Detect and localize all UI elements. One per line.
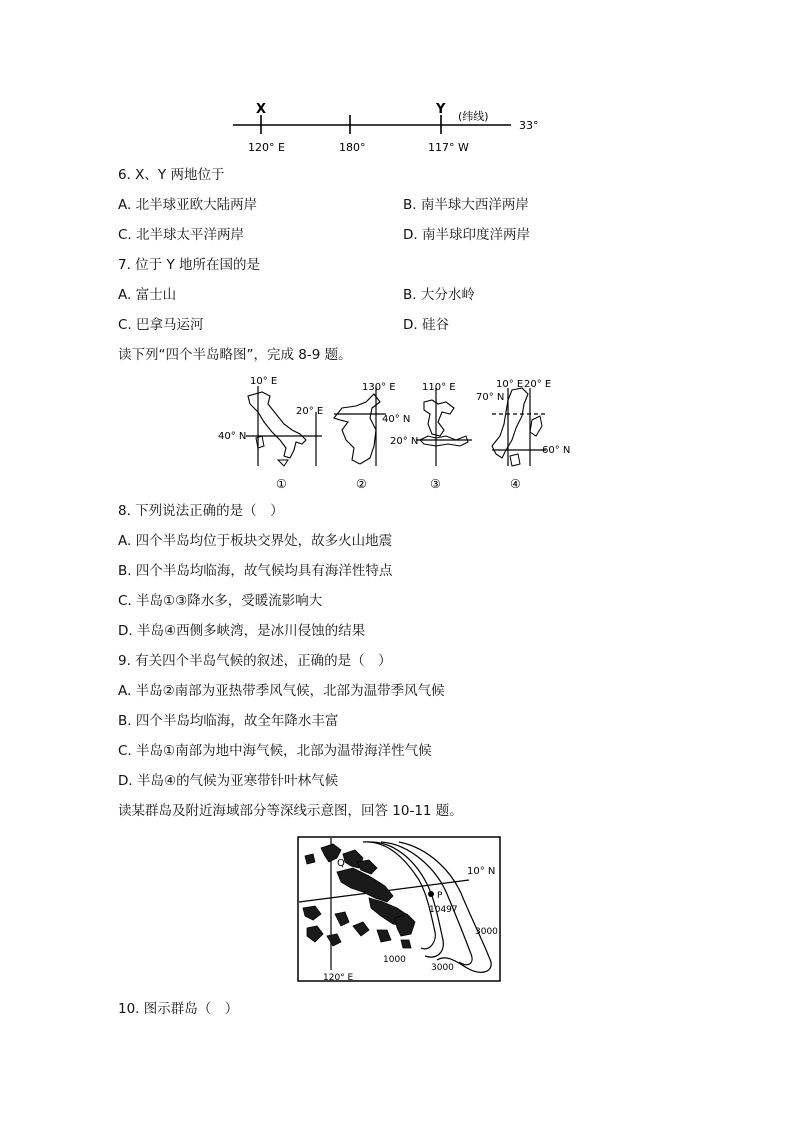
question-10-stem: 10. 图示群岛（ ） bbox=[118, 1001, 239, 1017]
map-label: 60° N bbox=[542, 445, 571, 456]
map-label: 20° E bbox=[296, 406, 324, 417]
option: C. 巴拿马运河 bbox=[118, 317, 204, 333]
option: C. 半岛①南部为地中海气候，北部为温带海洋性气候 bbox=[118, 743, 432, 759]
point-q-label: Q bbox=[337, 858, 345, 869]
question-9-stem: 9. 有关四个半岛气候的叙述，正确的是（ ） bbox=[118, 653, 392, 669]
option: C. 半岛①③降水多，受暖流影响大 bbox=[118, 593, 323, 609]
peninsula-map-3 bbox=[390, 382, 472, 491]
map-label: 70° N bbox=[476, 392, 505, 403]
parallel-note: (纬线) bbox=[458, 110, 489, 123]
option: D. 半岛④西侧多峡湾，是冰川侵蚀的结果 bbox=[118, 623, 366, 639]
question-8-stem: 8. 下列说法正确的是（ ） bbox=[118, 503, 284, 519]
option: A. 北半球亚欧大陆两岸 bbox=[118, 197, 258, 213]
option: A. 四个半岛均位于板块交界处，故多火山地震 bbox=[118, 533, 393, 549]
contour-label: 3000 bbox=[475, 927, 498, 937]
intro-10-11: 读某群岛及附近海域部分等深线示意图，回答 10-11 题。 bbox=[118, 803, 463, 819]
map-number: ② bbox=[356, 477, 367, 491]
latitude-label: 10° N bbox=[467, 866, 496, 877]
map-label: 20° N bbox=[390, 436, 419, 447]
map-label: 40° N bbox=[218, 431, 247, 442]
question-7-stem: 7. 位于 Y 地所在国的是 bbox=[118, 257, 261, 273]
map-number: ④ bbox=[510, 477, 521, 491]
latitude-line-figure bbox=[228, 98, 558, 160]
option: D. 南半球印度洋两岸 bbox=[403, 227, 530, 243]
option: C. 北半球太平洋两岸 bbox=[118, 227, 245, 243]
depth-label: 10497 bbox=[429, 905, 458, 915]
option: D. 硅谷 bbox=[403, 317, 449, 333]
tick-label: 180° bbox=[339, 141, 366, 154]
longitude-label: 120° E bbox=[323, 973, 354, 983]
map-number: ① bbox=[276, 477, 287, 491]
contour-label: 1000 bbox=[383, 955, 406, 965]
option: B. 南半球大西洋两岸 bbox=[403, 197, 529, 213]
option: A. 半岛②南部为亚热带季风气候，北部为温带季风气候 bbox=[118, 683, 445, 699]
map-label: 20° E bbox=[524, 379, 552, 390]
peninsula-map-4 bbox=[476, 379, 570, 491]
map-number: ③ bbox=[430, 477, 441, 491]
tick-label: 120° E bbox=[248, 141, 285, 154]
question-6-stem: 6. X、Y 两地位于 bbox=[118, 167, 225, 183]
map-label: 110° E bbox=[422, 382, 456, 393]
intro-8-9: 读下列“四个半岛略图”，完成 8-9 题。 bbox=[118, 347, 352, 363]
option: B. 四个半岛均临海，故气候均具有海洋性特点 bbox=[118, 563, 393, 579]
peninsula-map-1 bbox=[218, 376, 323, 491]
option: A. 富士山 bbox=[118, 287, 177, 303]
point-x-label: X bbox=[256, 102, 267, 117]
map-label: 40° N bbox=[382, 414, 411, 425]
point-p-label: P bbox=[437, 891, 443, 901]
latitude-label: 33° bbox=[519, 119, 539, 132]
option: D. 半岛④的气候为亚寒带针叶林气候 bbox=[118, 773, 339, 789]
map-label: 130° E bbox=[362, 382, 396, 393]
map-label: 10° E bbox=[250, 376, 278, 387]
contour-label: 3000 bbox=[431, 963, 454, 973]
archipelago-isobath-map bbox=[297, 836, 501, 984]
map-label: 10° E bbox=[496, 379, 524, 390]
point-y-label: Y bbox=[436, 102, 446, 117]
option: B. 四个半岛均临海，故全年降水丰富 bbox=[118, 713, 339, 729]
option: B. 大分水岭 bbox=[403, 287, 475, 303]
peninsulas-figure bbox=[210, 374, 590, 496]
tick-label: 117° W bbox=[428, 141, 469, 154]
